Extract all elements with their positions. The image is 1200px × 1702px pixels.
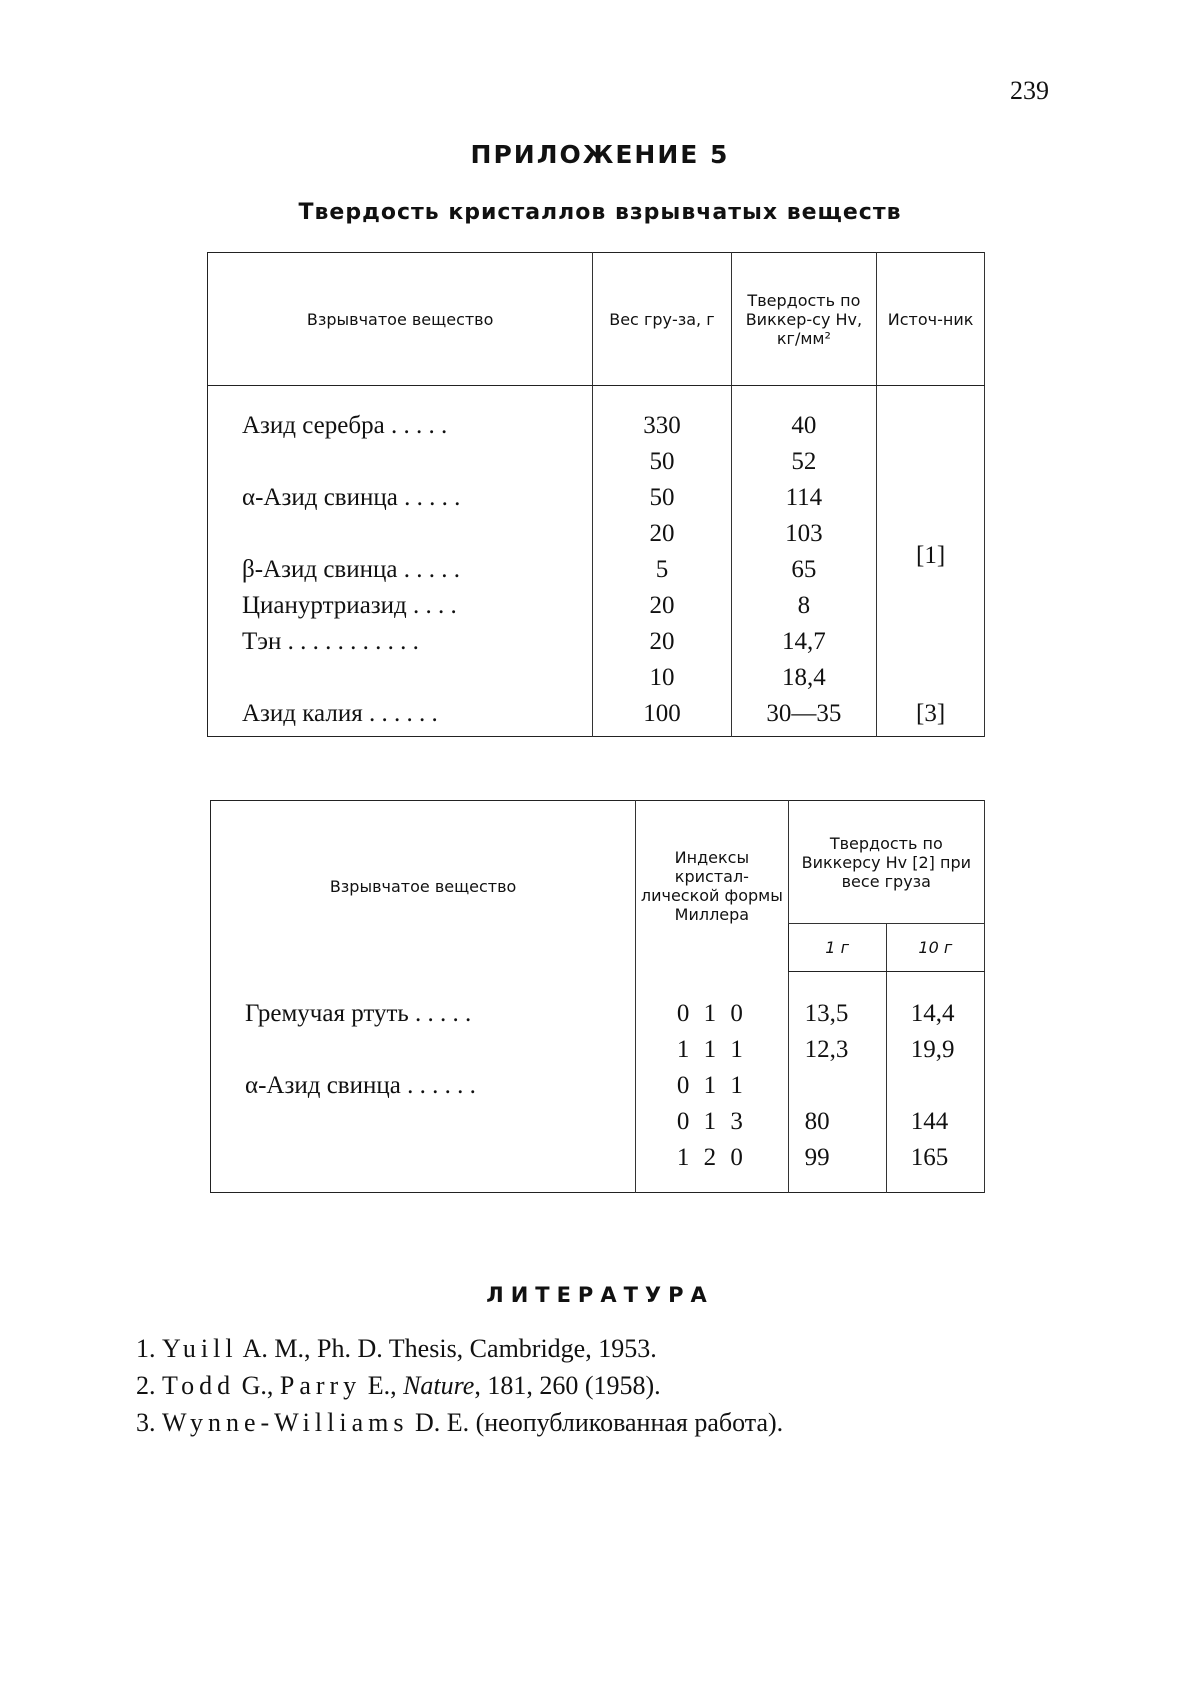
reference-text: , 181, 260 (1958). (474, 1371, 661, 1400)
load-cell: 20 (593, 628, 731, 664)
miller-index-cell: 1 1 1 (636, 1036, 788, 1072)
reference-author: Wynne-Williams (162, 1408, 409, 1437)
substance-cell (211, 1144, 636, 1193)
hardness-table-2 (210, 800, 985, 1193)
miller-index-cell: 0 1 3 (636, 1108, 788, 1144)
table-row (211, 1108, 985, 1144)
load-cell: 50 (593, 484, 731, 520)
hardness-cell: 52 (731, 448, 877, 484)
substance-cell: Циануртриазид . . . . (208, 592, 593, 628)
substance-cell: α-Азид свинца . . . . . . (211, 1072, 636, 1108)
reference-journal: Nature (403, 1371, 475, 1400)
reference-text: A. M., Ph. D. Thesis, Cambridge, 1953. (237, 1334, 657, 1363)
miller-index-cell: 0 1 0 (636, 972, 788, 1037)
reference-item (136, 1330, 783, 1367)
miller-index-cell: 0 1 1 (636, 1072, 788, 1108)
table-title: Твердость кристаллов взрывчатых веществ (298, 200, 902, 225)
substance-cell: β-Азид свинца . . . . . (208, 556, 593, 592)
table-row (208, 556, 985, 592)
header-load-10g: 10 г (886, 924, 984, 972)
load-cell: 20 (593, 520, 731, 556)
hardness-10g-cell: 144 (886, 1108, 984, 1144)
substance-cell (208, 448, 593, 484)
table-row (211, 972, 985, 1037)
miller-index-cell: 1 2 0 (636, 1144, 788, 1193)
hardness-cell: 30—35 (731, 700, 877, 737)
table-row (208, 484, 985, 520)
source-group-label: [1] (916, 542, 946, 569)
reference-author: Yuill (162, 1334, 238, 1363)
hardness-cell: 103 (731, 520, 877, 556)
hardness-cell: 8 (731, 592, 877, 628)
header-hardness: Твердость по Виккерсу Hv [2] при весе груза (788, 801, 984, 924)
substance-cell (211, 1036, 636, 1072)
reference-item (136, 1404, 783, 1441)
header-load: Вес гру-за, г (593, 253, 731, 386)
hardness-cell: 18,4 (731, 664, 877, 700)
source-cell (877, 386, 985, 701)
reference-number: 2. (136, 1371, 156, 1400)
substance-cell: Азид калия . . . . . . (208, 700, 593, 737)
reference-number: 3. (136, 1408, 156, 1437)
table-row (211, 1144, 985, 1193)
reference-text: D. E. (неопубликованная работа). (408, 1408, 784, 1437)
load-cell: 10 (593, 664, 731, 700)
hardness-10g-cell (886, 1072, 984, 1108)
table-row (208, 628, 985, 664)
load-cell: 100 (593, 700, 731, 737)
table-row (208, 700, 985, 737)
table-row (211, 1036, 985, 1072)
substance-cell: Тэн . . . . . . . . . . . (208, 628, 593, 664)
reference-author: Parry (279, 1371, 362, 1400)
hardness-cell: 65 (731, 556, 877, 592)
header-load-1g: 1 г (788, 924, 886, 972)
reference-author: Todd (162, 1371, 236, 1400)
load-cell: 50 (593, 448, 731, 484)
hardness-1g-cell: 99 (788, 1144, 886, 1193)
reference-text: G., (235, 1371, 280, 1400)
hardness-table-1 (207, 252, 985, 737)
reference-number: 1. (136, 1334, 156, 1363)
references-title: ЛИТЕРАТУРА (486, 1283, 714, 1307)
hardness-1g-cell: 80 (788, 1108, 886, 1144)
header-substance: Взрывчатое вещество (208, 253, 593, 386)
references-list (136, 1330, 783, 1441)
table-row (208, 386, 985, 449)
table-row (208, 520, 985, 556)
page-number: 239 (1010, 76, 1049, 105)
substance-cell (208, 664, 593, 700)
hardness-1g-cell (788, 1072, 886, 1108)
hardness-1g-cell: 12,3 (788, 1036, 886, 1072)
hardness-10g-cell: 14,4 (886, 972, 984, 1037)
hardness-10g-cell: 19,9 (886, 1036, 984, 1072)
reference-text: E., (361, 1371, 404, 1400)
table-row (208, 664, 985, 700)
header-hardness: Твердость по Виккер-су Hv, кг/мм² (731, 253, 877, 386)
load-cell: 330 (593, 386, 731, 449)
substance-cell (211, 1108, 636, 1144)
substance-cell: α-Азид свинца . . . . . (208, 484, 593, 520)
substance-cell (208, 520, 593, 556)
table-row (211, 1072, 985, 1108)
header-substance: Взрывчатое вещество (211, 801, 636, 972)
load-cell: 20 (593, 592, 731, 628)
header-source: Источ-ник (877, 253, 985, 386)
substance-cell: Азид серебра . . . . . (208, 386, 593, 449)
hardness-cell: 114 (731, 484, 877, 520)
table-row (208, 448, 985, 484)
substance-cell: Гремучая ртуть . . . . . (211, 972, 636, 1037)
reference-item (136, 1367, 783, 1404)
header-miller: Индексы кристал-лической формы Миллера (636, 801, 788, 972)
source-cell: [3] (877, 700, 985, 737)
appendix-title: ПРИЛОЖЕНИЕ 5 (470, 140, 730, 169)
hardness-1g-cell: 13,5 (788, 972, 886, 1037)
hardness-10g-cell: 165 (886, 1144, 984, 1193)
hardness-cell: 40 (731, 386, 877, 449)
hardness-cell: 14,7 (731, 628, 877, 664)
table-row (208, 592, 985, 628)
load-cell: 5 (593, 556, 731, 592)
